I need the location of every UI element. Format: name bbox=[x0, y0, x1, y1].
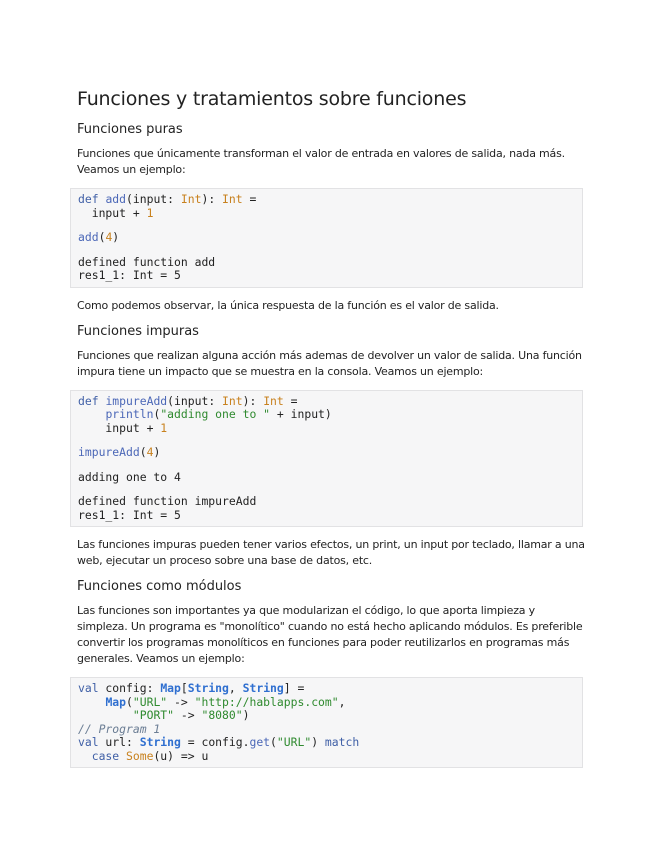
section-heading-pure-functions: Funciones puras bbox=[77, 122, 183, 137]
code-block-modules bbox=[70, 677, 583, 768]
section-after-pure: Como podemos observar, la única respuesta de la función es el valor de salida. bbox=[77, 298, 499, 312]
code-block-pure bbox=[70, 188, 583, 288]
code-text: add(4) bbox=[78, 230, 120, 244]
section-heading-impure-functions: Funciones impuras bbox=[77, 323, 199, 339]
code-text: def impureAdd(input: Int): Int = println("adding one to " + input) input + 1 bbox=[78, 393, 332, 435]
code-text: def add(input: Int): Int = input + 1 bbox=[78, 192, 257, 220]
section-heading-functions-as-modules: Funciones como módulos bbox=[77, 579, 242, 594]
code-output: defined function add res1_1: Int = 5 bbox=[78, 254, 216, 282]
page-title: Funciones y tratamientos sobre funciones bbox=[77, 88, 467, 110]
section-after-impure: Las funciones impuras pueden tener varios efectos, un print, un input por teclado, llamar a una web, ejecutar un proceso sobre una base de datos, etc. bbox=[77, 538, 585, 567]
section-intro-impure: Funciones que realizan alguna acción más ademas de devolver un valor de salida. Una función impura tiene un impacto que se muestra en la consola. Veamos un ejemplo: bbox=[77, 348, 582, 378]
document-content bbox=[77, 88, 585, 778]
code-text: val config: Map[String, String] = Map("URL" -> "http://hablapps.com", "PORT" -> "8080") // Program 1 val url: String = config.get("URL") match case Some(u) => u bbox=[78, 681, 360, 763]
code-text: impureAdd(4) bbox=[78, 445, 161, 459]
section-intro-modules: Las funciones son importantes ya que modularizan el código, lo que aporta limpieza y simpleza. Un programa es "monolítico" cuando no está hecho aplicando módulos. Es preferible convertir los programas monolíticos en funciones para poder reutilizarlos en programas más generales. Veamos un ejemplo: bbox=[77, 604, 583, 665]
section-intro-pure: Funciones que únicamente transforman el valor de entrada en valores de salida, nada más. Veamos un ejemplo: bbox=[77, 147, 565, 176]
code-block-impure bbox=[70, 390, 583, 528]
code-output: defined function impureAdd res1_1: Int = 5 bbox=[78, 494, 257, 522]
code-output: adding one to 4 bbox=[78, 469, 181, 484]
